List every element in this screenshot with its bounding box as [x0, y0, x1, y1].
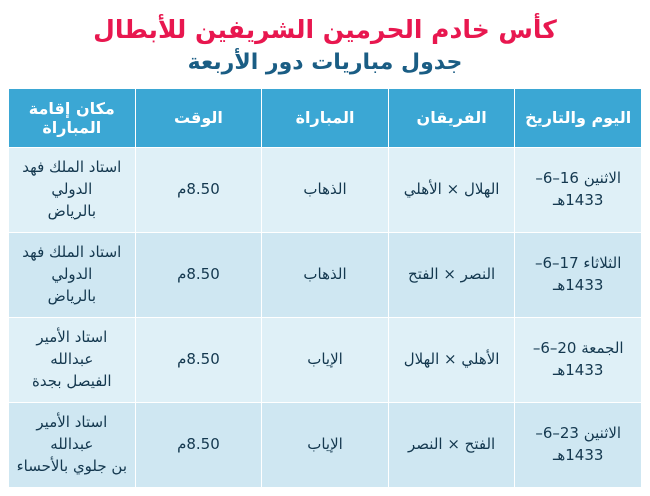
cell-date [515, 147, 642, 232]
date-line-2: 1433هـ [552, 190, 604, 209]
date-line-2: 1433هـ [552, 275, 604, 294]
date-line-1: الجمعة 20–6– [532, 339, 624, 358]
schedule-table-wrapper [0, 88, 650, 496]
date-line-2: 1433هـ [552, 445, 604, 464]
cell-teams: الفتح × النصر [388, 402, 515, 487]
cell-teams: النصر × الفتح [388, 232, 515, 317]
cell-teams: الهلال × الأهلي [388, 147, 515, 232]
table-header [9, 88, 642, 147]
venue-line-1: استاد الملك فهد الدولي [22, 243, 122, 283]
title-block [0, 0, 650, 88]
venue-line-2: بن جلوي بالأحساء [16, 456, 128, 475]
date-line-1: الاثنين 16–6– [535, 169, 622, 188]
cell-leg: الإياب [262, 317, 389, 402]
cell-date [515, 317, 642, 402]
cell-venue [9, 317, 136, 402]
venue-line-1: استاد الأمير عبدالله [36, 413, 108, 453]
column-header-teams: الفريقان [388, 88, 515, 147]
cell-time: 8.50م [135, 317, 262, 402]
cell-date [515, 402, 642, 487]
cell-time: 8.50م [135, 232, 262, 317]
venue-line-2: الفيصل بجدة [32, 371, 112, 390]
page-title: كأس خادم الحرمين الشريفين للأبطال [93, 15, 557, 44]
date-line-1: الاثنين 23–6– [535, 424, 622, 443]
table-row [9, 232, 642, 317]
cell-leg: الذهاب [262, 147, 389, 232]
table-row [9, 317, 642, 402]
page-subtitle: جدول مباريات دور الأربعة [187, 50, 463, 76]
column-header-leg: المباراة [262, 88, 389, 147]
table-body [9, 147, 642, 487]
venue-line-2: بالرياض [47, 201, 97, 220]
date-line-1: الثلاثاء 17–6– [534, 254, 622, 273]
cell-venue [9, 402, 136, 487]
cell-teams: الأهلي × الهلال [388, 317, 515, 402]
cell-leg: الذهاب [262, 232, 389, 317]
venue-line-2: بالرياض [47, 286, 97, 305]
schedule-table [8, 88, 642, 488]
date-line-2: 1433هـ [552, 360, 604, 379]
cell-time: 8.50م [135, 402, 262, 487]
table-row [9, 402, 642, 487]
cell-time: 8.50م [135, 147, 262, 232]
column-header-venue: مكان إقامة المباراة [9, 88, 136, 147]
cell-date [515, 232, 642, 317]
column-header-time: الوقت [135, 88, 262, 147]
venue-line-1: استاد الملك فهد الدولي [22, 158, 122, 198]
cell-venue [9, 232, 136, 317]
table-header-row [9, 88, 642, 147]
column-header-date: اليوم والتاريخ [515, 88, 642, 147]
cell-venue [9, 147, 136, 232]
venue-line-1: استاد الأمير عبدالله [36, 328, 108, 368]
table-row [9, 147, 642, 232]
cell-leg: الإياب [262, 402, 389, 487]
